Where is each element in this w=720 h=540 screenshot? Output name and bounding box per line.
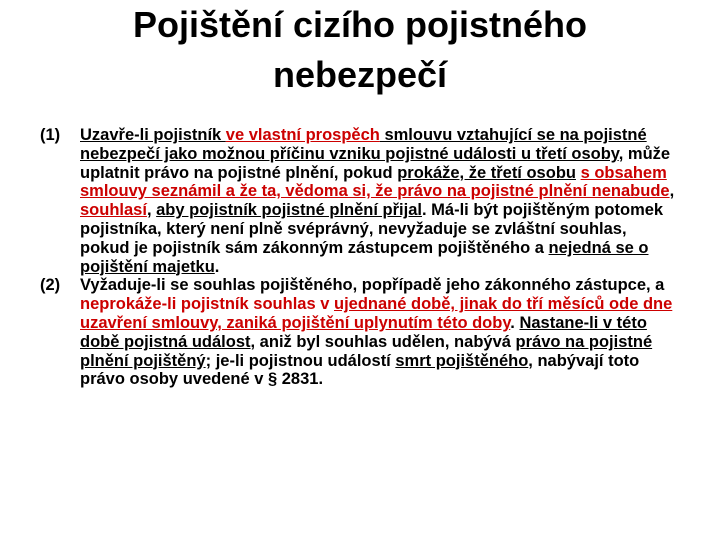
text-segment: , nabývají toto právo osoby uvedené v § 2831. (80, 351, 640, 389)
text-segment: . (214, 257, 220, 276)
text-segment: , (146, 201, 157, 220)
slide-body (40, 126, 675, 389)
paragraph-1 (40, 126, 675, 276)
text-segment: neprokáže-li pojistník souhlas v (80, 295, 334, 314)
text-segment: nejedná se o pojištění majetku (80, 238, 649, 276)
paragraph-2 (40, 276, 675, 389)
text-segment: smrt pojištěného (395, 351, 529, 370)
paragraph-text (80, 126, 674, 276)
paragraph-text (80, 276, 672, 388)
text-segment: . Má-li být pojištěným potomek pojistníka, který není plně svéprávný, nevyžaduje se zvláštní souhlas, pokud je pojistník sám zákonným zástupcem pojištěného a (80, 201, 664, 257)
text-segment: ujednané době, jinak do tří měsíců ode dne uzavření smlouvy, zaniká pojištění uplynutím této doby (80, 295, 673, 332)
text-segment: . (510, 313, 520, 332)
text-segment: , může uplatnit právo na pojistné plnění, pokud (80, 144, 671, 182)
text-segment: ve vlastní prospěch (225, 126, 380, 144)
text-segment: ; je-li pojistnou událostí (205, 351, 396, 370)
slide-title-line-2: nebezpečí (272, 54, 448, 95)
text-segment: smlouvu vztahující se na pojistné nebezpečí jako možnou příčinu vzniku pojistné události u třetí osoby (80, 126, 647, 163)
text-segment: Uzavře-li pojistník (80, 126, 226, 144)
text-segment: prokáže, že třetí osobu (397, 163, 576, 182)
text-segment: , aniž byl souhlas udělen, nabývá (250, 332, 516, 351)
text-segment: právo na pojistné plnění pojištěný (80, 332, 653, 370)
text-segment: s obsahem smlouvy seznámil a že ta, vědoma si, že právo na pojistné plnění nenabude (80, 163, 670, 201)
text-segment: , (669, 182, 675, 201)
paragraph-number: (2) (40, 276, 61, 295)
paragraph-number: (1) (40, 126, 61, 144)
text-segment: aby pojistník pojistné plnění přijal (156, 201, 422, 220)
text-segment: Nastane-li v této době pojistná událost (80, 313, 647, 351)
slide-title (60, 0, 660, 100)
slide-title-line-1: Pojištění cizího pojistného (132, 4, 588, 45)
text-segment: souhlasí (80, 201, 147, 220)
text-segment: Vyžaduje-li se souhlas pojištěného, popřípadě jeho zákonného zástupce, a (80, 276, 665, 295)
